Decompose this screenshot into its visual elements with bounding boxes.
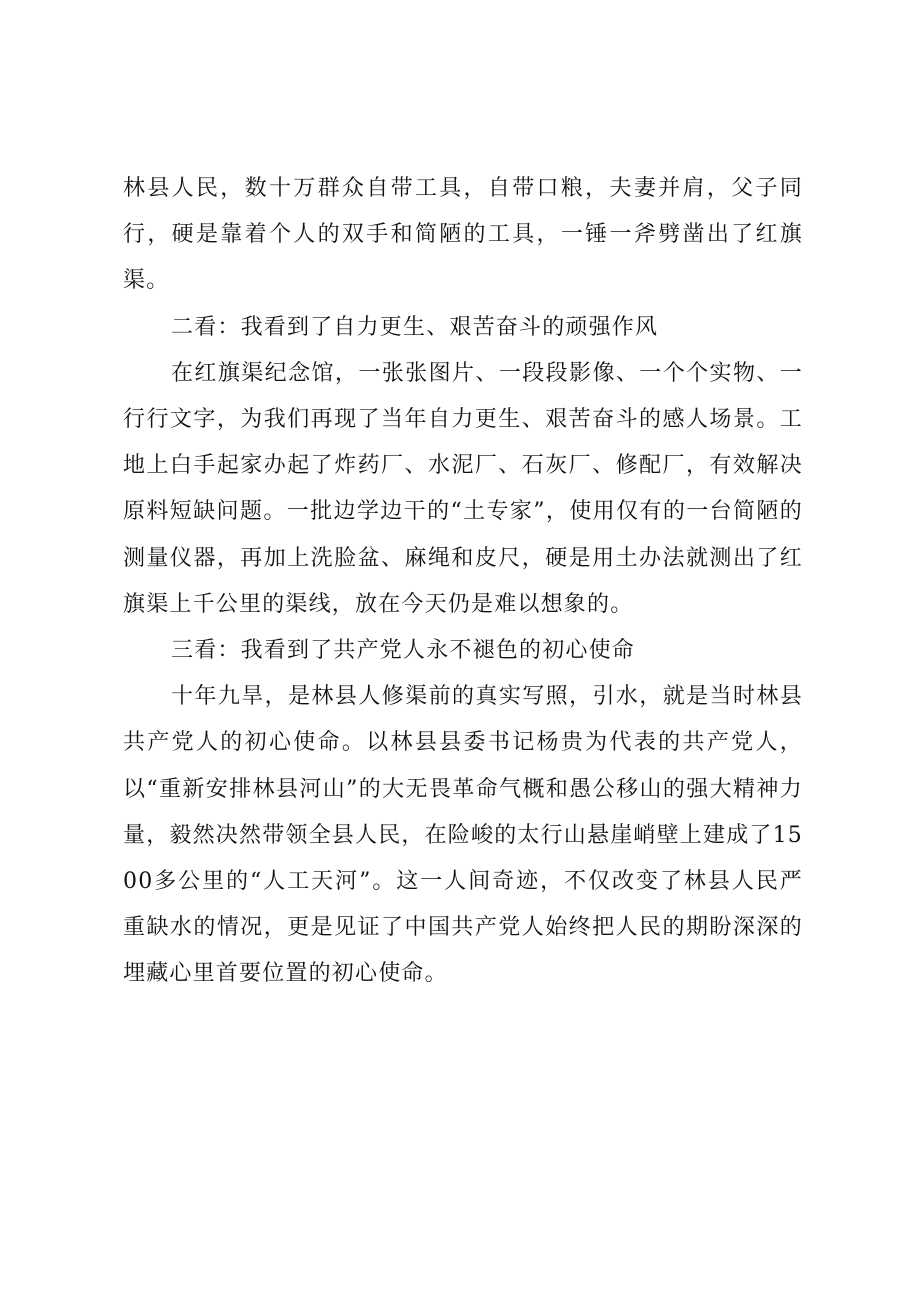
paragraph-continuation: 林县人民，数十万群众自带工具，自带口粮，夫妻并肩，父子同行，硬是靠着个人的双手和简陋的工具，一锤一斧劈凿出了红旗渠。 — [123, 176, 803, 294]
document-body — [123, 166, 803, 998]
paragraph-original-mission: 十年九旱，是林县人修渠前的真实写照，引水，就是当时林县共产党人的初心使命。以林县县委书记杨贵为代表的共产党人，以“重新安排林县河山”的大无畏革命气概和愚公移山的强大精神力量，毅然决然带领全县人民，在险峻的太行山悬崖峭壁上建成了1500多公里的“人工天河”。这一人间奇迹，不仅改变了林县人民严重缺水的情况，更是见证了中国共产党人始终把人民的期盼深深的埋藏心里首要位置的初心使命。 — [123, 684, 803, 987]
section-heading-three: 三看：我看到了共产党人永不褪色的初心使命 — [171, 638, 636, 664]
paragraph-memorial-hall: 在红旗渠纪念馆，一张张图片、一段段影像、一个个实物、一行行文字，为我们再现了当年自力更生、艰苦奋斗的感人场景。工地上白手起家办起了炸药厂、水泥厂、石灰厂、修配厂，有效解决原料短缺问题。一批边学边干的“土专家”，使用仅有的一台简陋的测量仪器，再加上洗脸盆、麻绳和皮尺，硬是用土办法就测出了红旗渠上千公里的渠线，放在今天仍是难以想象的。 — [123, 360, 803, 617]
section-heading-two: 二看：我看到了自力更生、艰苦奋斗的顽强作风 — [171, 314, 659, 340]
